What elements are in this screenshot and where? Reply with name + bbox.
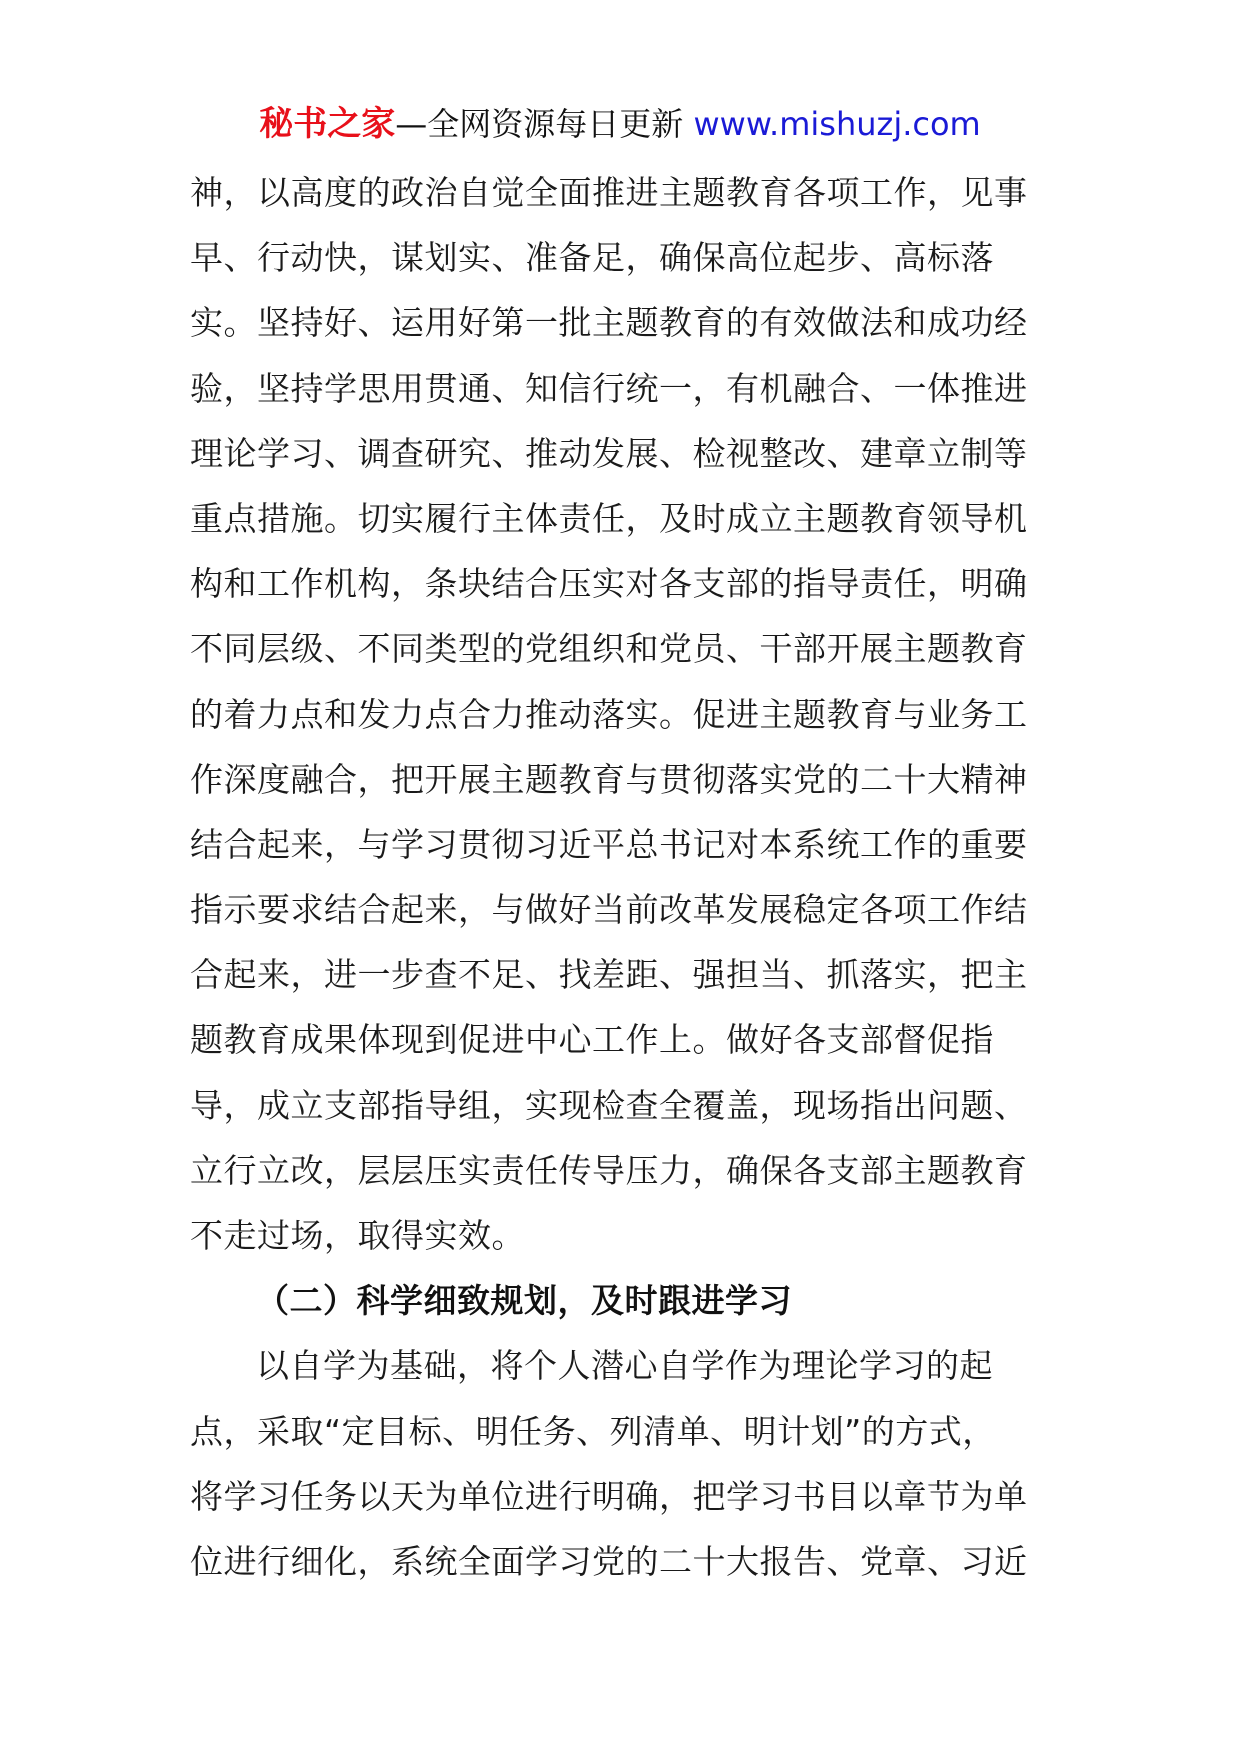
text-line: 导，成立支部指导组，实现检查全覆盖，现场指出问题、 [190, 1085, 1028, 1125]
text-line: 的着力点和发力点合力推动落实。促进主题教育与业务工 [190, 694, 1028, 734]
text-line: 点，采取“定目标、明任务、列清单、明计划”的方式， [190, 1411, 996, 1451]
text-line: 结合起来，与学习贯彻习近平总书记对本系统工作的重要 [190, 824, 1028, 864]
page-header [0, 102, 1240, 146]
text-line: 题教育成果体现到促进中心工作上。做好各支部督促指 [190, 1020, 994, 1060]
text-line: 合起来，进一步查不足、找差距、强担当、抓落实，把主 [190, 955, 1028, 995]
text-line: 早、行动快，谋划实、准备足，确保高位起步、高标落 [190, 238, 994, 278]
text-line: 重点措施。切实履行主体责任，及时成立主题教育领导机 [190, 498, 1028, 538]
section-heading: （二）科学细致规划，及时跟进学习 [256, 1281, 792, 1321]
text-line: 立行立改，层层压实责任传导压力，确保各支部主题教育 [190, 1150, 1028, 1190]
text-line: 验，坚持学思用贯通、知信行统一，有机融合、一体推进 [190, 368, 1028, 408]
header-url-link[interactable]: www.mishuzj.com [693, 105, 981, 143]
text-line: 不同层级、不同类型的党组织和党员、干部开展主题教育 [190, 629, 1028, 669]
text-line: 指示要求结合起来，与做好当前改革发展稳定各项工作结 [190, 890, 1028, 930]
document-body [190, 160, 1060, 1594]
text-line: 以自学为基础，将个人潜心自学作为理论学习的起 [256, 1346, 993, 1386]
text-line: 构和工作机构，条块结合压实对各支部的指导责任，明确 [190, 564, 1028, 604]
text-line: 实。坚持好、运用好第一批主题教育的有效做法和成功经 [190, 303, 1028, 343]
text-line: 将学习任务以天为单位进行明确，把学习书目以章节为单 [190, 1476, 1028, 1516]
text-line: 作深度融合，把开展主题教育与贯彻落实党的二十大精神 [190, 759, 1028, 799]
header-tagline: —全网资源每日更新 [395, 105, 684, 143]
header-brand: 秘书之家 [259, 104, 396, 144]
text-line: 神，以高度的政治自觉全面推进主题教育各项工作，见事 [190, 173, 1028, 212]
text-line: 理论学习、调查研究、推动发展、检视整改、建章立制等 [190, 433, 1028, 473]
text-line: 位进行细化，系统全面学习党的二十大报告、党章、习近 [190, 1541, 1028, 1581]
text-line: 不走过场，取得实效。 [190, 1216, 525, 1255]
